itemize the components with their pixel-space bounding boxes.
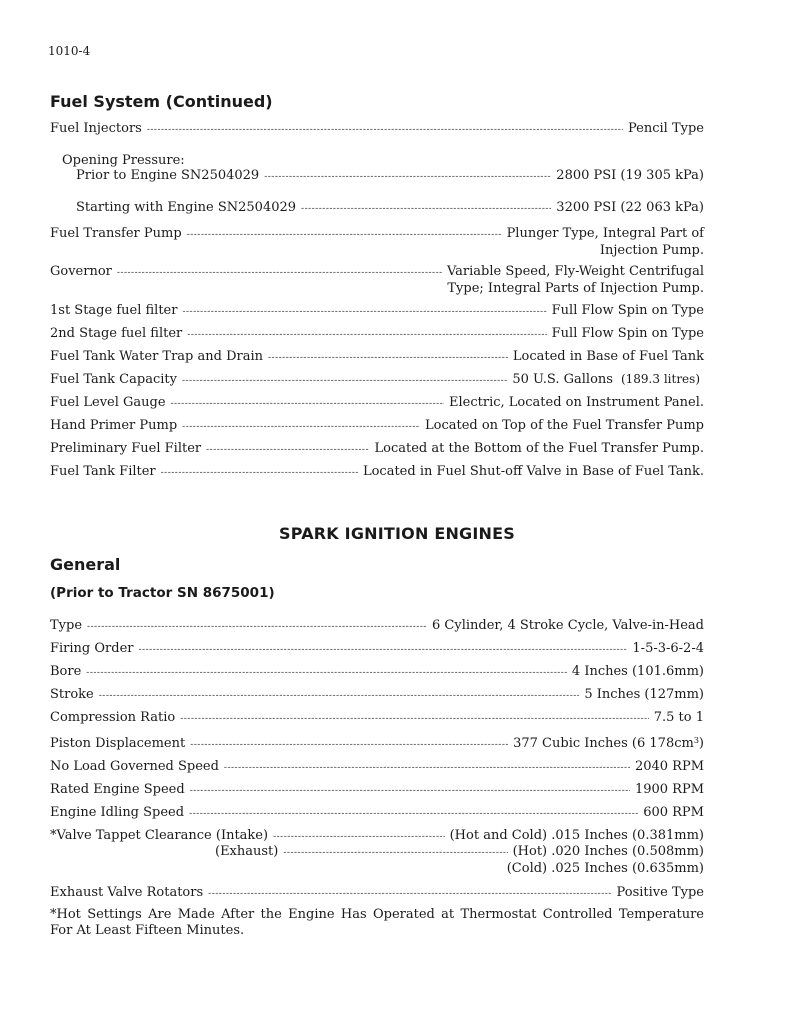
spec-label: Fuel Tank Water Trap and Drain <box>50 349 264 364</box>
spec-label: 2nd Stage fuel filter <box>50 326 183 341</box>
spec-label: Piston Displacement <box>50 736 186 751</box>
spec-label: Governor <box>50 264 112 279</box>
spec-preliminary-filter <box>50 441 704 458</box>
spec-label: Fuel Tank Filter <box>50 464 156 479</box>
spec-label: 1st Stage fuel filter <box>50 303 178 318</box>
spec-label: Type <box>50 618 83 633</box>
spec-value: 7.5 to 1 <box>653 710 704 725</box>
spec-label: Prior to Engine SN2504029 <box>76 168 260 183</box>
spec-tank-filter <box>50 464 704 481</box>
spec-value: Located at the Bottom of the Fuel Transfer Pump. <box>374 441 704 456</box>
spec-value: Plunger Type, Integral Part of <box>506 226 704 241</box>
spec-label: Firing Order <box>50 641 134 656</box>
spec-value: Located in Fuel Shut-off Valve in Base of Fuel Tank. <box>362 464 704 479</box>
spec-firing-order <box>50 641 704 658</box>
spec-idling-speed <box>50 805 704 822</box>
spec-value-cold: (Cold) .025 Inches (0.635mm) <box>506 861 704 876</box>
spec-starting-engine <box>50 200 704 217</box>
spec-value: 600 RPM <box>643 805 704 820</box>
spec-label: Stroke <box>50 687 94 702</box>
spec-label: Engine Idling Speed <box>50 805 185 820</box>
spec-label: No Load Governed Speed <box>50 759 219 774</box>
spec-value-metric: (189.3 litres) <box>620 372 700 386</box>
spec-value: 5 Inches (127mm) <box>584 687 704 702</box>
spec-fuel-injectors <box>50 121 704 138</box>
spec-fuel-transfer-pump <box>50 226 704 258</box>
spec-value: (Hot and Cold) .015 Inches (0.381mm) <box>449 828 704 843</box>
spec-value: 50 U.S. Gallons <box>512 372 613 387</box>
spec-label: Fuel Tank Capacity <box>50 372 177 387</box>
spec-label: Fuel Level Gauge <box>50 395 166 410</box>
spec-piston-displacement <box>50 736 704 753</box>
spec-tank-capacity <box>50 372 704 389</box>
spec-value: Located on Top of the Fuel Transfer Pump <box>424 418 704 433</box>
spec-valve-tappet-exhaust <box>50 844 704 876</box>
spec-value: 1-5-3-6-2-4 <box>632 641 704 656</box>
spec-value-continued: Type; Integral Parts of Injection Pump. <box>447 281 704 296</box>
spec-value-continued: Injection Pump. <box>599 243 704 258</box>
spec-compression-ratio <box>50 710 704 727</box>
spec-value: Located in Base of Fuel Tank <box>512 349 704 364</box>
fuel-system-heading: Fuel System (Continued) <box>50 92 273 111</box>
spec-value: 3200 PSI (22 063 kPa) <box>556 200 704 215</box>
spec-stage1-filter <box>50 303 704 320</box>
spec-label: Opening Pressure: <box>62 153 185 168</box>
spec-value: Pencil Type <box>628 121 704 136</box>
spec-stage2-filter <box>50 326 704 343</box>
spec-label: (Exhaust) <box>215 844 279 859</box>
spec-label: Fuel Transfer Pump <box>50 226 182 241</box>
spec-value: 2040 RPM <box>634 759 704 774</box>
spec-value: 4 Inches (101.6mm) <box>571 664 704 679</box>
spec-value: 2800 PSI (19 305 kPa) <box>556 168 704 183</box>
footnote: *Hot Settings Are Made After the Engine Has Operated at Thermostat Controlled Temperature For At Least Fifteen Minutes. <box>50 907 704 938</box>
spec-water-trap <box>50 349 704 366</box>
spec-governor <box>50 264 704 296</box>
spec-label: Exhaust Valve Rotators <box>50 885 204 900</box>
spec-label: Fuel Injectors <box>50 121 142 136</box>
spec-fuel-level-gauge <box>50 395 704 412</box>
page-number: 1010-4 <box>48 44 91 58</box>
spec-stroke <box>50 687 704 704</box>
spec-label: Hand Primer Pump <box>50 418 178 433</box>
spec-label: Preliminary Fuel Filter <box>50 441 202 456</box>
spec-value: 6 Cylinder, 4 Stroke Cycle, Valve-in-Head <box>432 618 704 633</box>
spec-label: *Valve Tappet Clearance (Intake) <box>50 828 269 843</box>
spec-label: Bore <box>50 664 82 679</box>
spec-type <box>50 618 704 635</box>
general-heading: General <box>50 555 121 574</box>
spec-valve-tappet-intake <box>50 828 704 845</box>
spec-value: 1900 RPM <box>634 782 704 797</box>
spec-no-load-speed <box>50 759 704 776</box>
spec-bore <box>50 664 704 681</box>
spec-value: Full Flow Spin on Type <box>551 326 704 341</box>
spec-value: Electric, Located on Instrument Panel. <box>449 395 704 410</box>
spec-value: (Hot) .020 Inches (0.508mm) <box>512 844 704 859</box>
spec-opening-pressure <box>50 153 704 185</box>
spec-label: Starting with Engine SN2504029 <box>76 200 297 215</box>
spec-label: Compression Ratio <box>50 710 176 725</box>
spec-label: Rated Engine Speed <box>50 782 185 797</box>
spec-exhaust-valve-rotators <box>50 885 704 902</box>
spec-hand-primer <box>50 418 704 435</box>
spec-value: Positive Type <box>616 885 704 900</box>
superscript: 3 <box>693 736 699 745</box>
spark-ignition-heading: SPARK IGNITION ENGINES <box>279 524 515 543</box>
spec-value: 377 Cubic Inches (6 $178cm^3$) <box>513 736 704 751</box>
prior-to-tractor-heading: (Prior to Tractor SN 8675001) <box>50 585 275 601</box>
spec-rated-speed <box>50 782 704 799</box>
spec-value: Variable Speed, Fly-Weight Centrifugal <box>446 264 704 279</box>
spec-value: Full Flow Spin on Type <box>551 303 704 318</box>
